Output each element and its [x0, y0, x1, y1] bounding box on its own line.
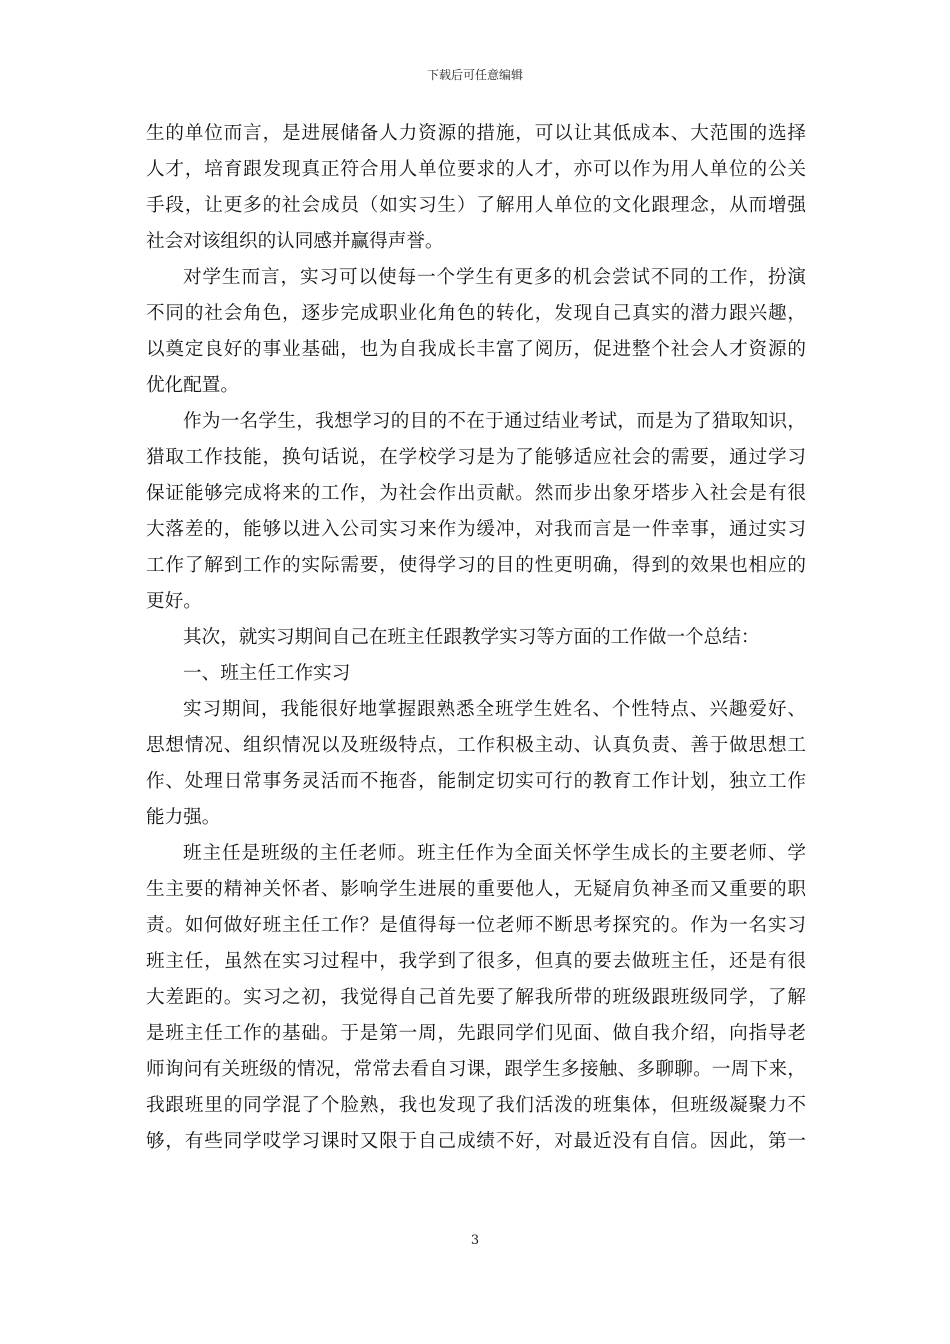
page-header: 下载后可任意编辑 — [426, 68, 523, 82]
text-line: 作为一名学生，我想学习的目的不在于通过结业考试，而是为了猎取知识， — [183, 411, 806, 432]
text-line: 更好。 — [146, 591, 202, 612]
text-line: 思想情况、组织情况以及班级特点，工作积极主动、认真负责、善于做思想工 — [146, 735, 806, 756]
text-line: 大落差的，能够以进入公司实习来作为缓冲，对我而言是一件幸事，通过实习 — [146, 519, 806, 540]
text-line: 班主任，虽然在实习过程中，我学到了很多，但真的要去做班主任，还是有很 — [146, 951, 806, 972]
text-line: 大差距的。实习之初，我觉得自己首先要了解我所带的班级跟班级同学，了解 — [146, 987, 806, 1008]
text-line: 生的单位而言，是进展储备人力资源的措施，可以让其低成本、大范围的选择 — [146, 123, 806, 144]
text-line: 人才，培育跟发现真正符合用人单位要求的人才，亦可以作为用人单位的公关 — [146, 159, 806, 180]
text-line: 实习期间，我能很好地掌握跟熟悉全班学生姓名、个性特点、兴趣爱好、 — [183, 699, 806, 720]
text-line: 是班主任工作的基础。于是第一周，先跟同学们见面、做自我介绍，向指导老 — [146, 1023, 806, 1044]
text-line: 师询问有关班级的情况，常常去看自习课，跟学生多接触、多聊聊。一周下来， — [146, 1059, 806, 1080]
text-line: 工作了解到工作的实际需要，使得学习的目的性更明确，得到的效果也相应的 — [146, 555, 806, 576]
text-line: 保证能够完成将来的工作，为社会作出贡献。然而步出象牙塔步入社会是有很 — [146, 483, 806, 504]
text-line: 我跟班里的同学混了个脸熟，我也发现了我们活泼的班集体，但班级凝聚力不 — [146, 1095, 806, 1116]
text-line: 不同的社会角色，逐步完成职业化角色的转化，发现自己真实的潜力跟兴趣， — [146, 303, 806, 324]
document-body — [146, 116, 806, 1160]
text-line: 班主任是班级的主任老师。班主任作为全面关怀学生成长的主要老师、学 — [183, 843, 806, 864]
text-line: 生主要的精神关怀者、影响学生进展的重要他人，无疑肩负神圣而又重要的职 — [146, 879, 806, 900]
text-line: 猎取工作技能，换句话说，在学校学习是为了能够适应社会的需要，通过学习 — [146, 447, 806, 468]
text-line: 责。如何做好班主任工作？是值得每一位老师不断思考探究的。作为一名实习 — [146, 915, 806, 936]
text-line: 优化配置。 — [146, 375, 239, 396]
text-line: 作、处理日常事务灵活而不拖沓，能制定切实可行的教育工作计划，独立工作 — [146, 771, 806, 792]
text-line: 手段，让更多的社会成员（如实习生）了解用人单位的文化跟理念，从而增强 — [146, 195, 806, 216]
text-line: 社会对该组织的认同感并赢得声誉。 — [146, 231, 444, 252]
text-line: 能力强。 — [146, 807, 221, 828]
text-line: 够，有些同学哎学习课时又限于自己成绩不好，对最近没有自信。因此，第一 — [146, 1131, 806, 1152]
page-number: 3 — [470, 1233, 480, 1248]
text-line: 以奠定良好的事业基础，也为自我成长丰富了阅历，促进整个社会人才资源的 — [146, 339, 806, 360]
section-heading: 一、班主任工作实习 — [183, 663, 351, 684]
text-line: 其次，就实习期间自己在班主任跟教学实习等方面的工作做一个总结： — [183, 627, 760, 648]
text-line: 对学生而言，实习可以使每一个学生有更多的机会尝试不同的工作，扮演 — [183, 267, 806, 288]
